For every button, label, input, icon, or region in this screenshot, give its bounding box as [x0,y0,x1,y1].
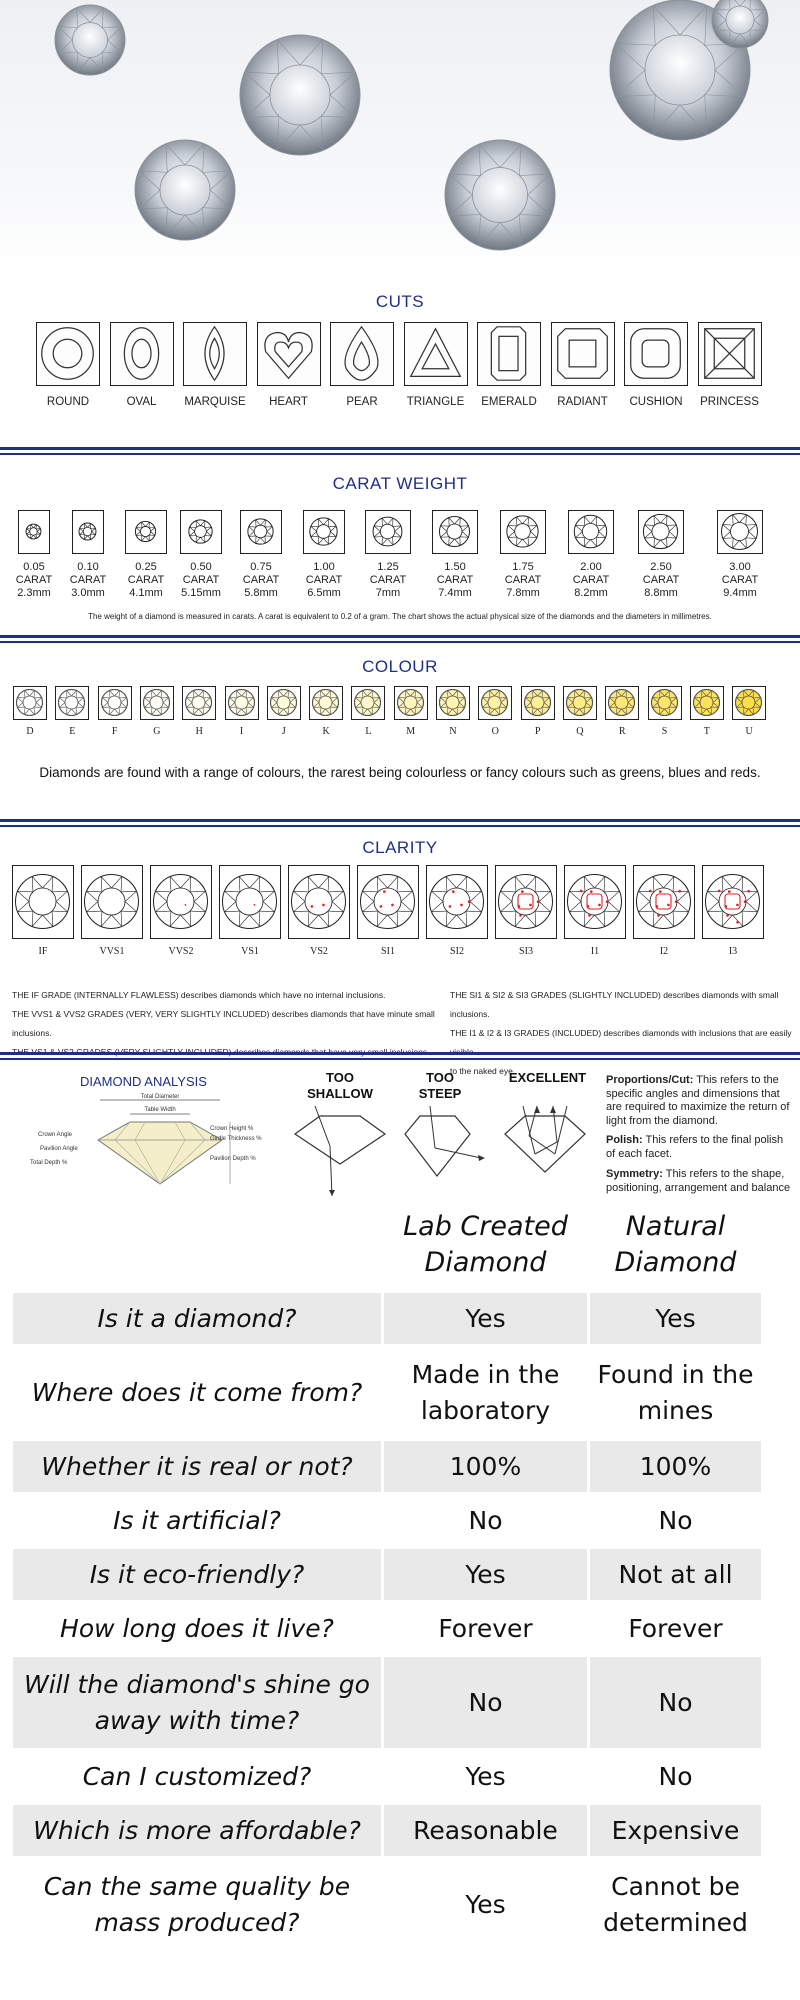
carat-ct: 2.50 [650,561,672,573]
carat-mm: 7.8mm [506,587,540,599]
question-cell: Can the same quality be mass produced? [12,1858,383,1952]
section-divider [0,819,800,827]
lab-answer-cell: Yes [383,1548,589,1602]
carat-label [709,561,771,600]
carat-diamond-0.50 [180,510,222,554]
colour-grade-k [309,686,343,720]
carat-mm: 7.4mm [438,587,472,599]
carat-ct: 1.50 [444,561,466,573]
colour-label: T [703,726,710,737]
lab-answer-cell: Reasonable [383,1804,589,1858]
colour-label: I [239,726,244,737]
carat-unit: CARAT [572,574,610,586]
carat-unit: CARAT [369,574,407,586]
colour-grade-j [267,686,301,720]
carat-unit: CARAT [642,574,680,586]
table-row [12,1440,763,1494]
diagram-crown-height: Crown Height % [210,1126,254,1132]
lab-answer-cell: Yes [383,1292,589,1346]
clarity-label: VS2 [310,946,328,957]
clarity-grade-si3 [495,865,557,939]
cut-shape-cushion [624,322,688,386]
clarity-note-vs: THE VS1 & VS2 GRADES (VERY SLIGHTLY INCLUDED) describes diamonds that have very small inclusions. [12,1047,430,1057]
cut-label-round: ROUND [46,396,90,408]
natural-answer-cell: Not at all [589,1548,763,1602]
carat-mm: 4.1mm [129,587,163,599]
colour-grade-g [140,686,174,720]
carat-ct: 0.75 [250,561,272,573]
carat-unit: CARAT [721,574,759,586]
carat-unit: CARAT [504,574,542,586]
clarity-grade-si1 [357,865,419,939]
colour-label: F [111,726,118,737]
colour-label: Q [576,726,584,737]
clarity-label: I2 [659,946,669,957]
carat-label [560,561,622,600]
lab-answer-cell: Forever [383,1602,589,1656]
carat-unit: CARAT [436,574,474,586]
clarity-label: SI2 [450,946,464,957]
table-row [12,1292,763,1346]
cut-shape-marquise [183,322,247,386]
carat-label [115,561,177,600]
carat-ct: 1.00 [313,561,335,573]
natural-answer-cell: Cannot be determined [589,1858,763,1952]
carat-ct: 0.50 [190,561,212,573]
question-cell: Where does it come from? [12,1346,383,1440]
clarity-label: I3 [728,946,738,957]
cut-label-pear: PEAR [346,396,378,408]
diagram-pavilion-angle: Pavilion Angle [40,1146,78,1152]
carat-diamond-0.25 [125,510,167,554]
colour-label: E [69,726,76,737]
diagram-table-width: Table Width [144,1107,176,1113]
cut-label-emerald: EMERALD [481,396,537,408]
diagram-girdle-thickness: Girdle Thickness % [210,1136,262,1142]
colour-grade-d [13,686,47,720]
clarity-label: IF [38,946,48,957]
clarity-notes-left [12,986,442,1062]
carat-label [57,561,119,600]
hero-diamond [445,140,555,250]
colour-title: COLOUR [362,657,438,676]
question-cell: Can I customized? [12,1750,383,1804]
carat-unit: CARAT [242,574,280,586]
colour-label: P [534,726,541,737]
question-cell: Whether it is real or not? [12,1440,383,1494]
carat-mm: 3.0mm [71,587,105,599]
section-divider [0,635,800,643]
carat-label [357,561,419,600]
carat-unit: CARAT [69,574,107,586]
colour-grade-q [563,686,597,720]
cut-shape-pear [330,322,394,386]
carat-ct: 3.00 [729,561,751,573]
carat-diamond-1.25 [365,510,411,554]
lab-answer-cell: 100% [383,1440,589,1494]
question-cell: Which is more affordable? [12,1804,383,1858]
natural-answer-cell: Found in the mines [589,1346,763,1440]
colour-label: R [618,726,626,737]
diagram-crown-angle: Crown Angle [38,1132,73,1138]
diagram-pavilion-depth: Pavilion Depth % [210,1156,256,1162]
header-natural: Natural Diamond [589,1198,763,1292]
carat-ct: 0.25 [135,561,157,573]
carat-ct: 1.25 [377,561,399,573]
too-steep-diagram [405,1106,485,1176]
lab-answer-cell: Yes [383,1858,589,1952]
colour-label: J [281,726,286,737]
colour-grade-s [648,686,682,720]
analysis-proportions: Proportions/Cut: This refers to the specific angles and dimensions that are required to maximize the return of light from the diamond. [606,1074,790,1127]
carat-mm: 8.2mm [574,587,608,599]
header-lab-created: Lab Created Diamond [383,1198,589,1292]
clarity-grade-si2 [426,865,488,939]
clarity-note-if: THE IF GRADE (INTERNALLY FLAWLESS) describes diamonds which have no internal inclusions. [12,990,386,1000]
cut-shape-princess [698,322,762,386]
table-row [12,1494,763,1548]
clarity-grade-if [12,865,74,939]
carat-unit: CARAT [15,574,53,586]
cut-label-heart: HEART [269,396,308,408]
clarity-note-si: THE SI1 & SI2 & SI3 GRADES (SLIGHTLY INCLUDED) describes diamonds with small inclusions. [450,990,779,1019]
lab-answer-cell: No [383,1656,589,1750]
question-cell: How long does it live? [12,1602,383,1656]
clarity-label: VVS2 [168,946,194,957]
clarity-grade-i3 [702,865,764,939]
cut-too-steep-label: TOO STEEP [418,1070,462,1101]
natural-answer-cell: Yes [589,1292,763,1346]
cut-shape-triangle [404,322,468,386]
clarity-note-vvs: THE VVS1 & VVS2 GRADES (VERY, VERY SLIGHTLY INCLUDED) describes diamonds that have minute small inclusions. [12,1009,435,1038]
colour-label: D [26,726,34,737]
table-row [12,1656,763,1750]
colour-grade-h [182,686,216,720]
carat-label [630,561,692,600]
natural-answer-cell: Forever [589,1602,763,1656]
colour-grade-p [521,686,555,720]
clarity-grade-vs2 [288,865,350,939]
table-row [12,1346,763,1440]
carat-unit: CARAT [182,574,220,586]
clarity-grade-i2 [633,865,695,939]
colour-label: U [745,726,753,737]
colour-grade-l [351,686,385,720]
table-row [12,1548,763,1602]
clarity-grade-vvs2 [150,865,212,939]
colour-grade-n [436,686,470,720]
carat-mm: 9.4mm [723,587,757,599]
carat-diamond-0.10 [72,510,104,554]
cut-label-radiant: RADIANT [557,396,608,408]
comparison-table [10,1196,764,1953]
colour-grade-e [55,686,89,720]
colour-label: N [449,726,457,737]
carat-unit: CARAT [127,574,165,586]
colour-note: Diamonds are found with a range of colours, the rarest being colourless or fancy colours such as greens, blues and reds. [39,765,761,780]
clarity-grade-vs1 [219,865,281,939]
carat-mm: 2.3mm [17,587,51,599]
cut-label-cushion: CUSHION [629,396,683,408]
natural-answer-cell: No [589,1656,763,1750]
colour-label: S [661,726,668,737]
cut-label-oval: OVAL [126,396,157,408]
natural-answer-cell: No [589,1750,763,1804]
question-cell: Will the diamond's shine go away with time? [12,1656,383,1750]
carat-mm: 5.15mm [181,587,221,599]
cut-excellent-label: EXCELLENT [508,1070,587,1085]
carat-diamond-1.50 [432,510,478,554]
carat-diamond-2.00 [568,510,614,554]
clarity-label: VVS1 [99,946,125,957]
carat-mm: 6.5mm [307,587,341,599]
colour-grade-t [690,686,724,720]
carat-label [170,561,232,600]
cut-shape-heart [257,322,321,386]
clarity-label: SI3 [519,946,533,957]
colour-grade-f [98,686,132,720]
too-shallow-diagram [295,1106,385,1196]
carat-mm: 7mm [375,587,401,599]
section-divider [0,1052,800,1060]
question-cell: Is it artificial? [12,1494,383,1548]
carat-label [492,561,554,600]
diagram-total-diameter: Total Diameter [140,1094,180,1100]
header-question [12,1198,383,1292]
carat-label [230,561,292,600]
colour-grade-r [605,686,639,720]
clarity-note-i-cont: to the naked eye. [450,1066,516,1076]
cut-shape-round [36,322,100,386]
excellent-diagram [505,1106,585,1172]
natural-answer-cell: Expensive [589,1804,763,1858]
table-row [12,1602,763,1656]
carat-unit: CARAT [305,574,343,586]
colour-label: K [322,726,330,737]
question-cell: Is it a diamond? [12,1292,383,1346]
carat-ct: 1.75 [512,561,534,573]
clarity-notes-right [450,986,795,1081]
table-row [12,1858,763,1952]
colour-label: M [406,726,416,737]
analysis-title: DIAMOND ANALYSIS [80,1074,207,1089]
carat-ct: 0.05 [23,561,45,573]
cut-too-shallow-label: TOO SHALLOW [307,1070,373,1101]
table-row [12,1750,763,1804]
clarity-title: CLARITY [362,838,438,857]
hero-diamonds-illustration [0,0,800,270]
cut-shape-emerald [477,322,541,386]
lab-answer-cell: Yes [383,1750,589,1804]
carat-note: The weight of a diamond is measured in carats. A carat is equivalent to 0.2 of a gram. The chart shows the actual physical size of the diamonds and the diameters in millimetres. [88,612,712,621]
clarity-label: VS1 [241,946,259,957]
carat-diamond-2.50 [638,510,684,554]
hero-diamond [240,35,360,155]
hero-diamond [135,140,235,240]
natural-answer-cell: 100% [589,1440,763,1494]
question-cell: Is it eco-friendly? [12,1548,383,1602]
colour-label: O [491,726,499,737]
carat-title: CARAT WEIGHT [332,474,468,493]
cut-label-princess: PRINCESS [700,396,759,408]
section-divider [0,447,800,455]
analysis-polish: Polish: This refers to the final polish of each facet. [606,1134,784,1160]
carat-diamond-0.75 [240,510,282,554]
colour-grade-o [478,686,512,720]
carat-label [424,561,486,600]
lab-answer-cell: No [383,1494,589,1548]
colour-label: G [153,726,161,737]
natural-answer-cell: No [589,1494,763,1548]
carat-mm: 5.8mm [244,587,278,599]
cut-shape-radiant [551,322,615,386]
colour-label: H [195,726,203,737]
lab-answer-cell: Made in the laboratory [383,1346,589,1440]
hero-diamond-photo [0,0,800,270]
table-row [12,1804,763,1858]
carat-diamond-1.75 [500,510,546,554]
cut-label-marquise: MARQUISE [184,396,246,408]
hero-diamond [55,5,125,75]
carat-diamond-3.00 [717,510,763,554]
clarity-label: I1 [590,946,600,957]
clarity-grade-vvs1 [81,865,143,939]
cuts-title: CUTS [375,292,425,311]
cut-shape-oval [110,322,174,386]
carat-diamond-0.05 [18,510,50,554]
carat-mm: 8.8mm [644,587,678,599]
colour-label: L [365,726,372,737]
clarity-label: SI1 [381,946,395,957]
carat-ct: 0.10 [77,561,99,573]
carat-diamond-1.00 [303,510,345,554]
diagram-total-depth: Total Depth % [30,1160,68,1166]
cut-light-diagrams [285,1106,605,1196]
carat-ct: 2.00 [580,561,602,573]
clarity-grade-i1 [564,865,626,939]
diamond-proportion-diagram [30,1092,280,1192]
cut-label-triangle: TRIANGLE [406,396,465,408]
colour-grade-i [225,686,259,720]
analysis-symmetry: Symmetry: This refers to the shape, positioning, arrangement and balance [606,1168,791,1194]
carat-label [293,561,355,600]
carat-label [3,561,65,600]
colour-grade-m [394,686,428,720]
colour-grade-u [732,686,766,720]
clarity-note-i: THE I1 & I2 & I3 GRADES (INCLUDED) describes diamonds with inclusions that are easily visible [450,1028,792,1057]
